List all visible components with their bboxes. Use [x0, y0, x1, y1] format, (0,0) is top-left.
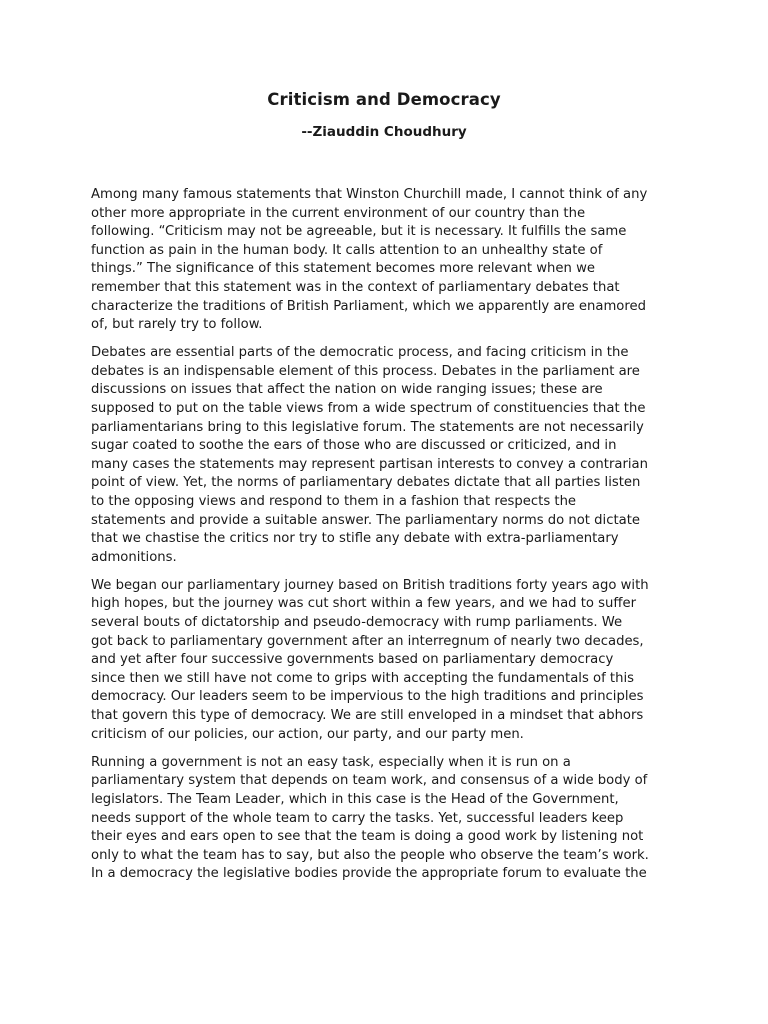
- document-title: Criticism and Democracy: [267, 90, 501, 109]
- paragraph-4: Running a government is not an easy task, especially when it is run on a parliamentary system that depends on team work, and consensus of a wide body of legislators. The Team Leader, which in this case is the Head of the Government, needs support of the whole team to carry the tasks. Yet, successful leaders keep their eyes and ears open to see that the team is doing a good work by listening not only to what the team has to say, but also the people who observe the team’s work. In a democracy the legislative bodies provide the appropriate forum to evaluate the: [91, 754, 649, 882]
- paragraph-3: We began our parliamentary journey based on British traditions forty years ago with high hopes, but the journey was cut short within a few years, and we had to suffer several bouts of dictatorship and pseudo-democracy with rump parliaments. We got back to parliamentary government after an interregnum of nearly two decades, and yet after four successive governments based on parliamentary democracy since then we still have not come to grips with accepting the fundamentals of this democracy. Our leaders seem to be impervious to the high traditions and principles that govern this type of democracy. We are still enveloped in a mindset that abhors criticism of our policies, our action, our party, and our party men.: [91, 577, 649, 742]
- paragraph-2: Debates are essential parts of the democratic process, and facing criticism in the debates is an indispensable element of this process. Debates in the parliament are discussions on issues that affect the nation on wide ranging issues; these are supposed to put on the table views from a wide spectrum of constituencies that the parliamentarians bring to this legislative forum. The statements are not necessarily sugar coated to soothe the ears of those who are discussed or criticized, and in many cases the statements may represent partisan interests to convey a contrarian point of view. Yet, the norms of parliamentary debates dictate that all parties listen to the opposing views and respond to them in a fashion that respects the statements and provide a suitable answer. The parliamentary norms do not dictate that we chastise the critics nor try to stifle any debate with extra-parliamentary admonitions.: [91, 345, 648, 565]
- document-body: [91, 186, 681, 893]
- document-author: --Ziauddin Choudhury: [301, 124, 467, 140]
- paragraph-1: Among many famous statements that Winston Churchill made, I cannot think of any other more appropriate in the current environment of our country than the following. “Criticism may not be agreeable, but it is necessary. It fulfills the same function as pain in the human body. It calls attention to an unhealthy state of things.” The significance of this statement becomes more relevant when we remember that this statement was in the context of parliamentary debates that characterize the traditions of British Parliament, which we apparently are enamored of, but rarely try to follow.: [91, 187, 648, 333]
